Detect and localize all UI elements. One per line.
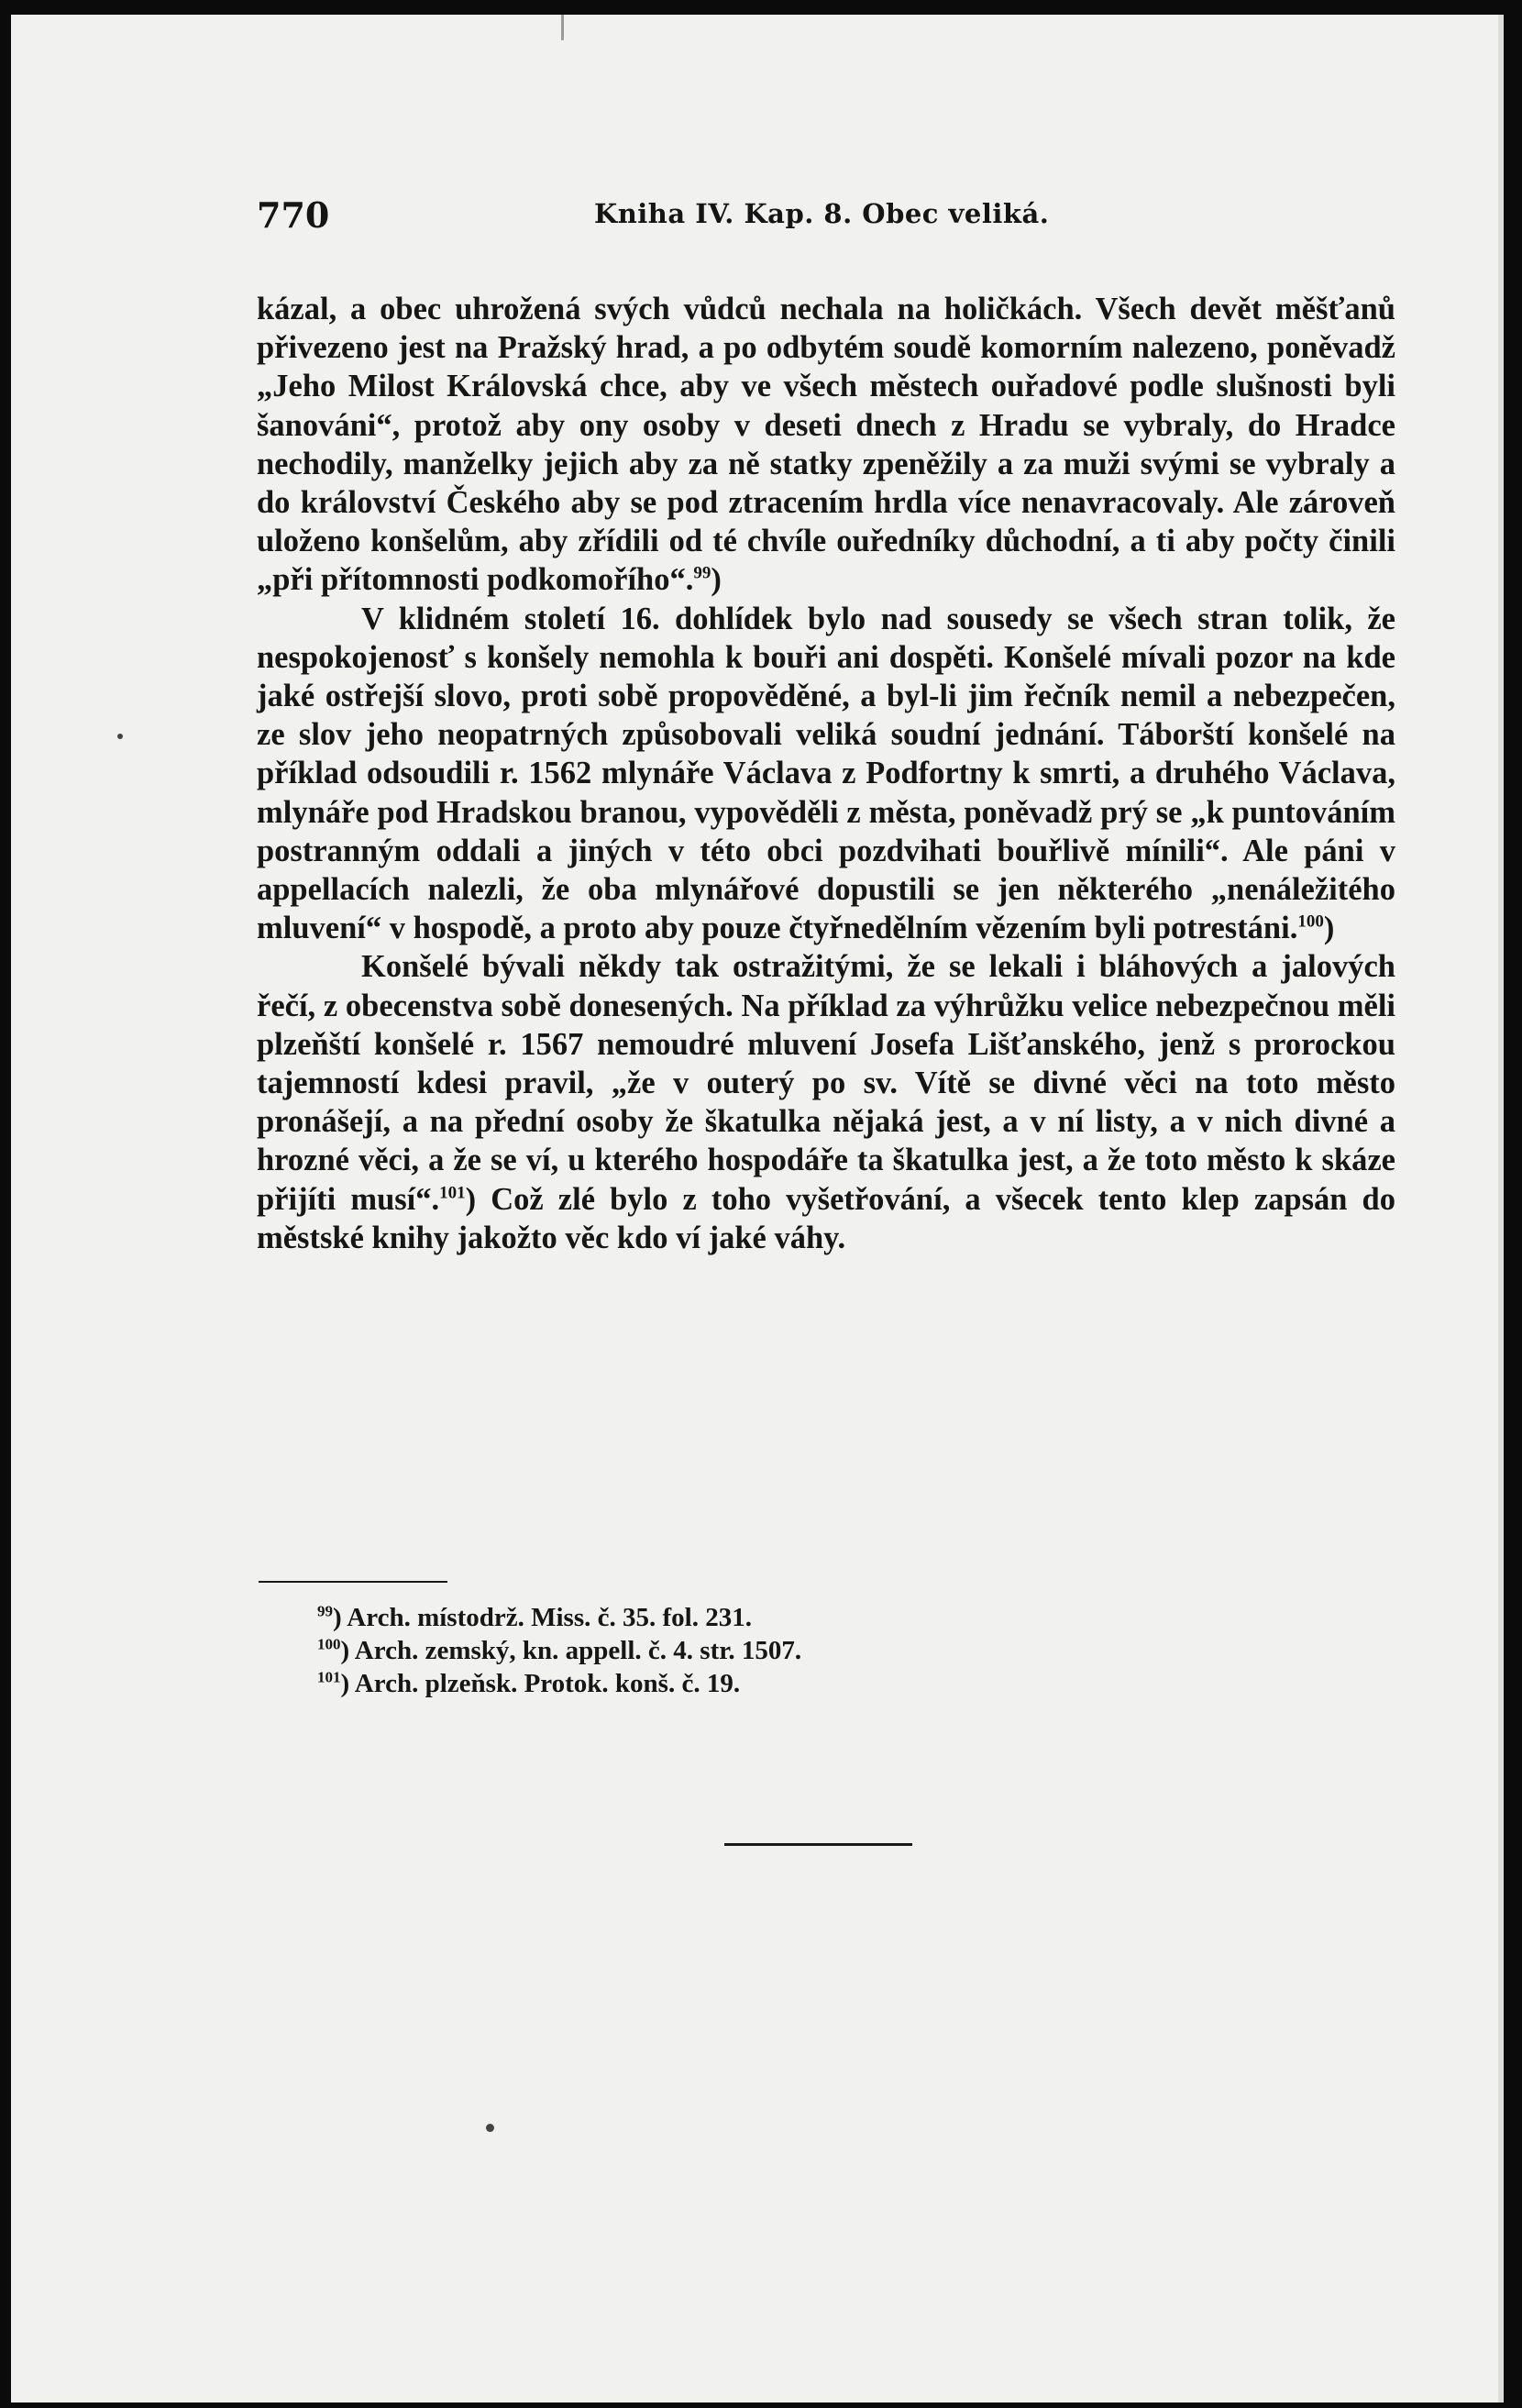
chapter-end-rule: [724, 1843, 912, 1846]
scan-speck: [117, 734, 123, 739]
footnote-100: [317, 1634, 1142, 1667]
paragraph-text: ) Což zlé bylo z toho vyšetřování, a všecek tento klep zapsán do městské knihy jakožto věc kdo ví jaké váhy.: [257, 1181, 1395, 1255]
paragraph-2: [257, 600, 1395, 948]
footnote-99: [317, 1601, 1142, 1634]
footnote-text: ) Arch. místodrž. Miss. č. 35. fol. 231.: [333, 1603, 752, 1632]
paragraph-text: ): [1323, 911, 1335, 946]
footnote-101: [317, 1667, 1142, 1700]
footnote-text: ) Arch. zemský, kn. appell. č. 4. str. 1507.: [340, 1636, 802, 1665]
paragraph-text: Konšelé bývali někdy tak ostražitými, že se lekali i bláhových a jalových řečí, z obecenstva sobě donesených. Na příklad za výhrůžku velice nebezpečnou měli plzeňští konšelé r. 1567 nemoudré mluvení Josefa Lišťanského, jenž s prorockou tajemností kdesi pravil, „že v outerý po sv. Vítě se divné věci na toto město pronášejí, a na přední osoby že škatulka nějaká jest, a v ní listy, a v nich divné a hrozné věci, a že se ví, u kterého hospodáře ta škatulka jest, a že toto město k skáze přijíti musí“.: [257, 949, 1395, 1217]
footnote-mark: 100: [317, 1635, 341, 1653]
footnote-mark: 101: [317, 1668, 341, 1686]
footnote-text: ) Arch. plzeňsk. Protok. konš. č. 19.: [340, 1669, 741, 1698]
footnote-reference-99: 99: [693, 563, 711, 583]
body-text: [257, 290, 1395, 1257]
paragraph-3: [257, 947, 1395, 1257]
paragraph-text: V klidném století 16. dohlídek bylo nad sousedy se všech stran tolik, že nespokojenosť s konšely nemohla k bouři ani dospěti. Konšelé mívali pozor na kde jaké ostřejší slovo, proti sobě propověděné, a byl-li jim řečník nemil a nebezpečen, ze slov jeho neopatrných způsobovali veliká soudní jednání. Táborští konšelé na příklad odsoudili r. 1562 mlynáře Václava z Podfortny k smrti, a druhého Václava, mlynáře pod Hradskou branou, vypověděli z města, poněvadž prý se „k puntováním postranným oddali a jiných v této obci pozdvihati bouřlivě mínili“. Ale páni v appellacích nalezli, že oba mlynářové dopustili se jen některého „nenáležitého mluvení“ v hospodě, a proto aby pouze čtyřnedělním vězením byli potrestáni.: [257, 601, 1395, 946]
footnote-reference-101: 101: [439, 1183, 466, 1203]
paragraph-text: ): [711, 562, 722, 598]
footnotes: [317, 1601, 1142, 1700]
scan-speck: [486, 2124, 494, 2132]
paragraph-1: [257, 290, 1395, 600]
footnote-mark: 99: [317, 1602, 333, 1620]
footnote-reference-100: 100: [1297, 911, 1324, 932]
paragraph-text: kázal, a obec uhrožená svých vůdců nechala na holičkách. Všech devět měšťanů přivezeno jest na Pražský hrad, a po odbytém soudě komorním nalezeno, poněvadž „Jeho Milost Královská chce, aby ve všech městech ouřadové podle slušnosti byli šanováni“, protož aby ony osoby v deseti dnech z Hradu se vybraly, do Hradce nechodily, manželky jejich aby za ně statky zpeněžily a za muži svými se vybraly a do království Českého aby se pod ztracením hrdla více nenavracovaly. Ale zároveň uloženo konšelům, aby zřídili od té chvíle ouředníky důchodní, a ti aby počty činili „při přítomnosti podkomořího“.: [257, 292, 1395, 598]
page-number: 770: [257, 194, 330, 236]
running-title: Kniha IV. Kap. 8. Obec veliká.: [594, 198, 1050, 229]
scan-speck: [561, 15, 564, 40]
book-page: [11, 15, 1504, 2402]
footnote-divider: [259, 1581, 447, 1583]
